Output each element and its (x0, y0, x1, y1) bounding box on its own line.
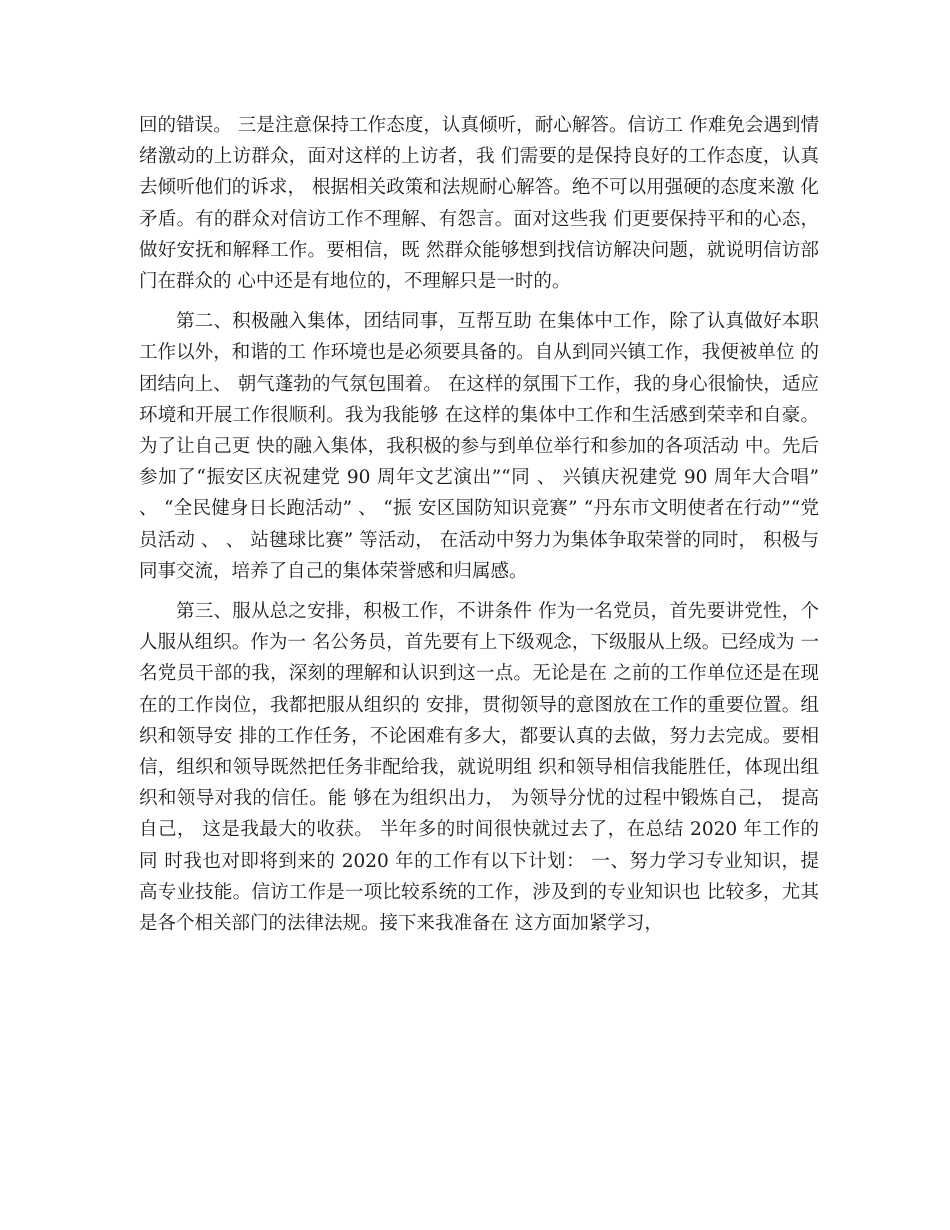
paragraph-1: 回的错误。 三是注意保持工作态度，认真倾听，耐心解答。信访工 作难免会遇到情绪激动的上访群众，面对这样的上访者，我 们需要的是保持良好的工作态度，认真去倾听他们的诉求， 根据相关政策和法规耐心解答。绝不可以用强硬的态度来激 化矛盾。有的群众对信访工作不理解、有怨言。面对这些我 们更要保持平和的心态，做好安抚和解释工作。要相信，既 然群众能够想到找信访解决问题，就说明信访部门在群众的 心中还是有地位的，不理解只是一时的。 (139, 115, 819, 293)
paragraph-3: 第三、服从总之安排，积极工作，不讲条件 作为一名党员，首先要讲党性，个人服从组织。作为一 名公务员，首先要有上下级观念，下级服从上级。已经成为 一名党员干部的我，深刻的理解和认识到这一点。无论是在 之前的工作单位还是在现在的工作岗位，我都把服从组织的 安排，贯彻领导的意图放在工作的重要位置。组织和领导安 排的工作任务，不论困难有多大，都要认真的去做，努力去完成。要相信，组织和领导既然把任务非配给我，就说明组 织和领导相信我能胜任，体现出组织和领导对我的信任。能 够在为组织出力， 为领导分忧的过程中锻炼自己， 提高自己， 这是我最大的收获。 半年多的时间很快就过去了，在总结 2020 年工作的同 时我也对即将到来的 2020 年的工作有以下计划： 一、努力学习专业知识，提高专业技能。信访工作是一项比较系统的工作，涉及到的专业知识也 比较多，尤其是各个相关部门的法律法规。接下来我准备在 这方面加紧学习， (139, 601, 819, 935)
paragraph-2: 第二、积极融入集体，团结同事，互帮互助 在集体中工作，除了认真做好本职工作以外，和谐的工 作环境也是必须要具备的。自从到同兴镇工作，我便被单位 的团结向上、 朝气蓬勃的气氛包围着。 在这样的氛围下工作，我的身心很愉快，适应环境和开展工作很顺利。我为我能够 在这样的集体中工作和生活感到荣幸和自豪。为了让自己更 快的融入集体，我积极的参与到单位举行和参加的各项活动 中。先后参加了“振安区庆祝建党 90 周年文艺演出”“同 、 兴镇庆祝建党 90 周年大合唱” 、 “全民健身日长跑活动” 、 “振 安区国防知识竞赛” “丹东市文明使者在行动”“党员活动 、 、 站毽球比赛” 等活动， 在活动中努力为集体争取荣誉的同时， 积极与同事交流，培养了自己的集体荣誉感和归属感。 (139, 311, 819, 582)
document-body (139, 110, 819, 948)
